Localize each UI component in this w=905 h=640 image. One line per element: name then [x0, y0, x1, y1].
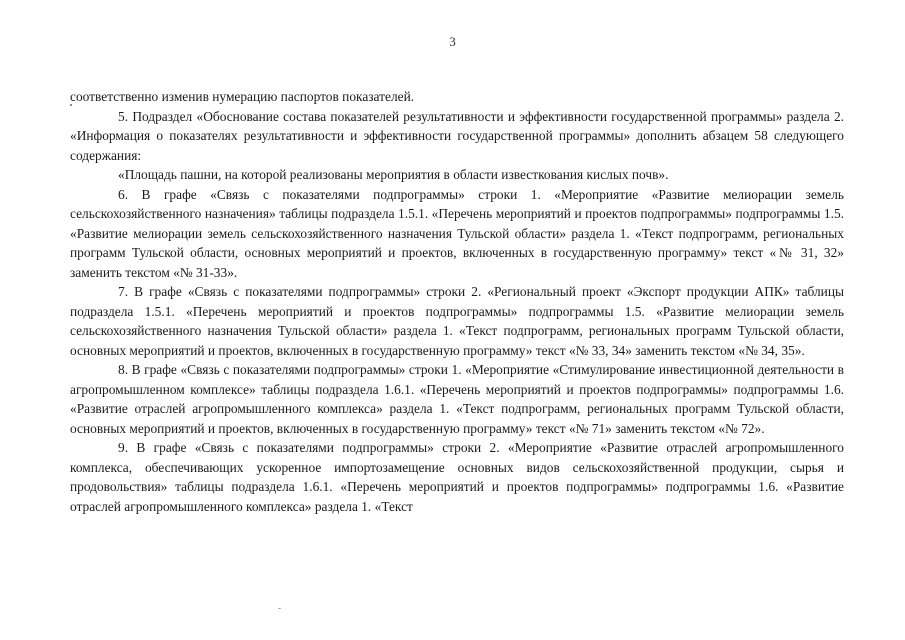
paragraph-quote: «Площадь пашни, на которой реализованы мероприятия в области известкования кислых почв». [118, 167, 669, 182]
paragraph-item-8: 8. В графе «Связь с показателями подпрограммы» строки 1. «Мероприятие «Стимулирование инвестиционной деятельности в агропромышленном комплексе» таблицы подраздела 1.6.1. «Перечень мероприятий и проектов подпрограммы» подпрограммы 1.6. «Развитие отраслей агропромышленного комплекса» раздела 1. «Текст подпрограмм, региональных программ Тульской области, основных мероприятий и проектов, включенных в государственную программу» текст «№ 71» заменить текстом «№ 72». [70, 362, 844, 436]
paragraph-continuation: соответственно изменив нумерацию паспортов показателей. [70, 89, 415, 104]
paragraph-item-7: 7. В графе «Связь с показателями подпрограммы» строки 2. «Региональный проект «Экспорт продукции АПК» таблицы подраздела 1.5.1. «Перечень мероприятий и проектов подпрограммы» подпрограммы 1.5. «Развитие мелиорации земель сельскохозяйственного назначения Тульской области» раздела 1. «Текст подпрограмм, региональных программ Тульской области, основных мероприятий и проектов, включенных в государственную программу» текст «№ 33, 34» заменить текстом «№ 34, 35». [70, 284, 844, 358]
paragraph-item-6: 6. В графе «Связь с показателями подпрограммы» строки 1. «Мероприятие «Развитие мелиорации земель сельскохозяйственного назначения» таблицы подраздела 1.5.1. «Перечень мероприятий и проектов подпрограммы» подпрограммы 1.5. «Развитие мелиорации земель сельскохозяйственного назначения Тульской области» раздела 1. «Текст подпрограмм, региональных программ Тульской области, основных мероприятий и проектов, включенных в государственную программу» текст «№ 31, 32» заменить текстом «№ 31-33». [70, 186, 844, 280]
paragraph-item-9: 9. В графе «Связь с показателями подпрограммы» строки 2. «Мероприятие «Развитие отраслей агропромышленного комплекса, обеспечивающих ускоренное импортозамещение основных видов сельскохозяйственной продукции, сырья и продовольствия» таблицы подраздела 1.6.1. «Перечень мероприятий и проектов подпрограммы» подпрограммы 1.6. «Развитие отраслей агропромышленного комплекса» раздела 1. «Текст [70, 440, 844, 514]
scan-artifact-mark [278, 608, 281, 609]
document-body [70, 87, 844, 516]
paragraph-item-5: 5. Подраздел «Обоснование состава показателей результативности и эффективности государственной программы» раздела 2. «Информация о показателях результативности и эффективности государственной программы» дополнить абзацем 58 следующего содержания: [70, 108, 844, 163]
page-number: 3 [449, 34, 456, 49]
